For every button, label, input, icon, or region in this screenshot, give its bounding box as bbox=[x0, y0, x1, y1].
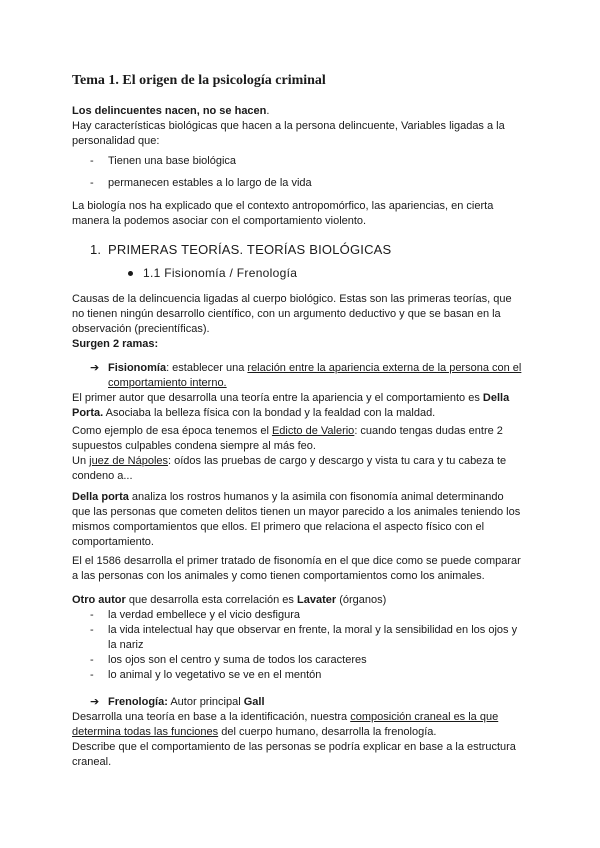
della-porta-line-1: El primer autor que desarrolla una teoría entre la apariencia y el comportamiento es Della bbox=[72, 392, 510, 404]
fisionomia-line-1: Fisionomía: establecer una relación entre la apariencia externa de la persona con el bbox=[108, 362, 522, 374]
arrow-icon: ➔ bbox=[90, 362, 100, 374]
rostros-line-4: comportamiento. bbox=[72, 536, 154, 548]
della-porta-line-2: Porta. Asociaba la belleza física con la bondad y la fealdad con la maldad. bbox=[72, 407, 436, 419]
bullet-dot-icon bbox=[128, 271, 133, 276]
juez-line-1: Un juez de Nápoles: oídos las pruebas de cargo y descargo y vista tu cara y tu cabeza te bbox=[72, 455, 507, 467]
list-item: la verdad embellece y el vicio desfigura bbox=[108, 609, 300, 621]
list-item-continuation: la nariz bbox=[108, 639, 144, 651]
fisionomia-line-2: comportamiento interno. bbox=[108, 377, 227, 389]
frenologia-line-4: craneal. bbox=[72, 756, 112, 768]
page-title: Tema 1. El origen de la psicología criminal bbox=[72, 73, 326, 88]
frenologia-heading: Frenología: Autor principal Gall bbox=[108, 696, 265, 708]
intro-heading: Los delincuentes nacen, no se hacen. bbox=[72, 105, 270, 117]
intro-line-1: Hay características biológicas que hacen a la persona delincuente, Variables ligadas a la bbox=[72, 120, 505, 132]
arrow-icon: ➔ bbox=[90, 696, 100, 708]
list-item: permanecen estables a lo largo de la vida bbox=[108, 177, 312, 189]
subsection-heading: 1.1 Fisionomía / Frenología bbox=[143, 266, 298, 280]
ramas-label: Surgen 2 ramas: bbox=[72, 338, 159, 350]
frenologia-line-2: determina todas las funciones del cuerpo humano, desarrolla la frenología. bbox=[72, 726, 437, 738]
tratado-line-1: El el 1586 desarrolla el primer tratado de fisonomía en el que dice como se puede comparar bbox=[72, 555, 521, 567]
tratado-line-2: a las personas con los animales y como tienen comportamientos como los animales. bbox=[72, 570, 485, 582]
list-item: la vida intelectual hay que observar en frente, la moral y la sensibilidad en los ojos y bbox=[108, 624, 518, 636]
list-item: Tienen una base biológica bbox=[108, 155, 237, 167]
juez-line-2: condeno a... bbox=[72, 470, 133, 482]
intro-line-2: personalidad que: bbox=[72, 135, 160, 147]
list-dash: - bbox=[90, 609, 94, 621]
causas-line-1: Causas de la delincuencia ligadas al cuerpo biológico. Estas son las primeras teorías, que bbox=[72, 293, 512, 305]
causas-line-3: observación (precientíficas). bbox=[72, 323, 210, 335]
list-dash: - bbox=[90, 177, 94, 189]
list-dash: - bbox=[90, 155, 94, 167]
list-item: los ojos son el centro y suma de todos los caracteres bbox=[108, 654, 367, 666]
edicto-line-2: supuestos culpables condena siempre al más feo. bbox=[72, 440, 316, 452]
frenologia-line-1: Desarrolla una teoría en base a la identificación, nuestra composición craneal es la que bbox=[72, 711, 499, 723]
rostros-line-2: que las personas que cometen delitos tienen un mayor parecido a los animales teniendo los bbox=[72, 506, 521, 518]
list-item: lo animal y lo vegetativo se ve en el mentón bbox=[108, 669, 322, 681]
section-number: 1. bbox=[90, 242, 102, 257]
intro-paragraph-line-1: La biología nos ha explicado que el contexto antropomórfico, las apariencias, en cierta bbox=[72, 200, 494, 212]
frenologia-line-3: Describe que el comportamiento de las personas se podría explicar en base a la estructura bbox=[72, 741, 516, 753]
rostros-line-3: mismos comportamientos que ellos. El primero que relaciona el aspecto físico con el bbox=[72, 521, 485, 533]
list-dash: - bbox=[90, 654, 94, 666]
intro-paragraph-line-2: manera la podemos asociar con el comportamiento violento. bbox=[72, 215, 367, 227]
rostros-line-1: Della porta analiza los rostros humanos y la asimila con fisonomía animal determinando bbox=[72, 491, 504, 503]
list-dash: - bbox=[90, 624, 94, 636]
list-dash: - bbox=[90, 669, 94, 681]
section-heading: PRIMERAS TEORÍAS. TEORÍAS BIOLÓGICAS bbox=[108, 242, 392, 257]
edicto-line-1: Como ejemplo de esa época tenemos el Edicto de Valerio: cuando tengas dudas entre 2 bbox=[72, 425, 503, 437]
causas-line-2: no tienen ningún desarrollo científico, con un argumento deductivo y que se basan en la bbox=[72, 308, 501, 320]
lavater-intro: Otro autor que desarrolla esta correlación es Lavater (órganos) bbox=[72, 594, 387, 606]
